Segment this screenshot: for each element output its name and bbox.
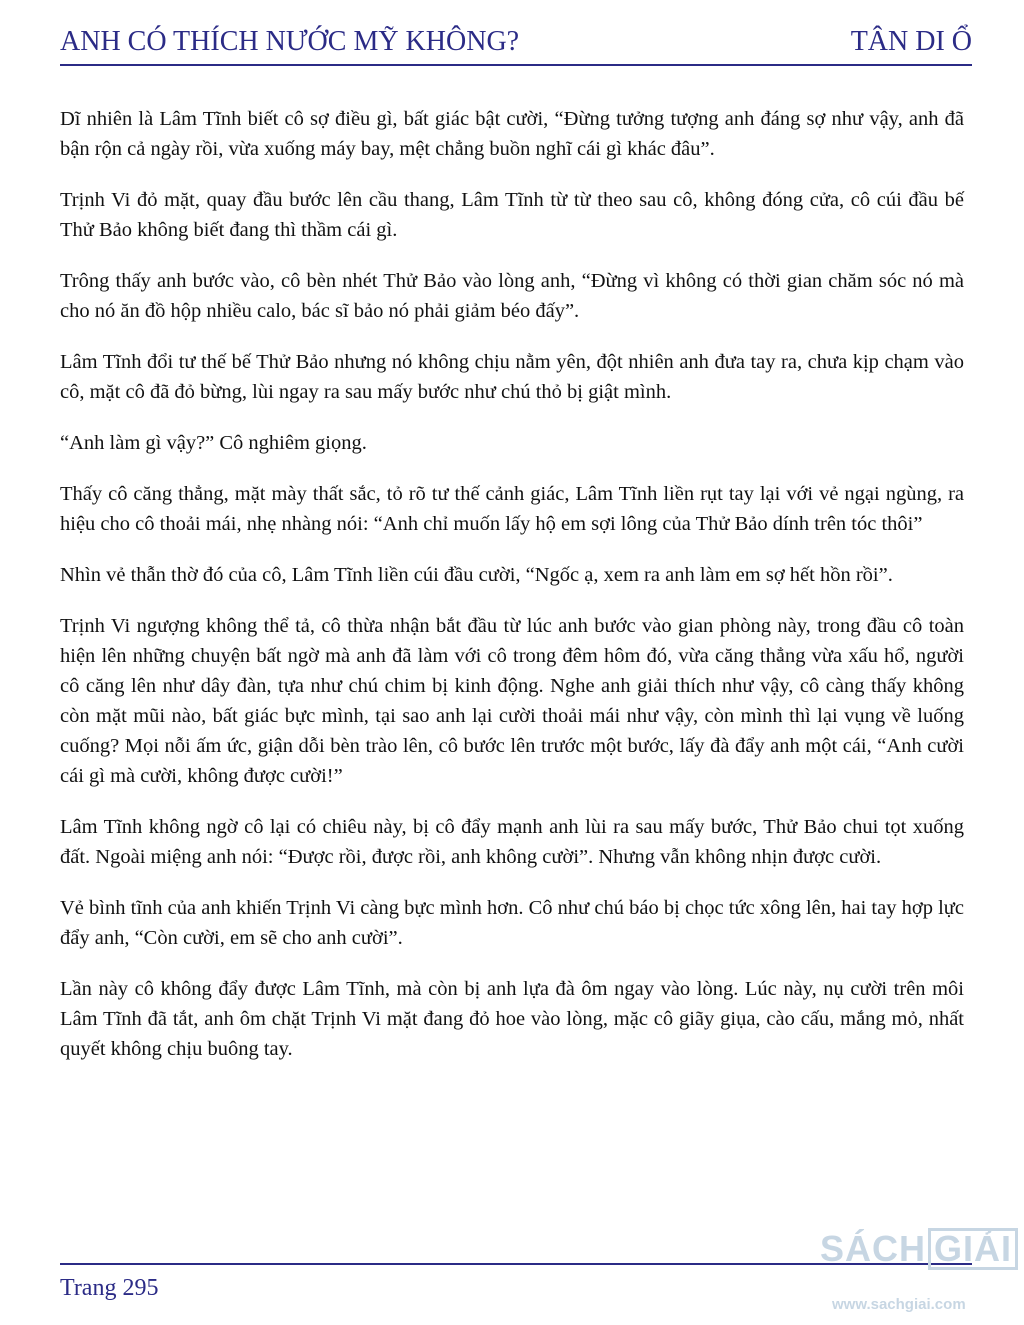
paragraph: Lâm Tĩnh đổi tư thế bế Thử Bảo nhưng nó không chịu nằm yên, đột nhiên anh đưa tay ra, chưa kịp chạm vào cô, mặt cô đã đỏ bừng, lùi ngay ra sau mấy bước như chú thỏ bị giật mình. — [60, 351, 964, 403]
paragraph: Trông thấy anh bước vào, cô bèn nhét Thử Bảo vào lòng anh, “Đừng vì không có thời gian chăm sóc nó mà cho nó ăn đồ hộp nhiều calo, bác sĩ bảo nó phải giảm béo đấy”. — [60, 270, 964, 322]
page-number: Trang 295 — [60, 1275, 159, 1301]
paragraph: Lần này cô không đẩy được Lâm Tĩnh, mà còn bị anh lựa đà ôm ngay vào lòng. Lúc này, nụ cười trên môi Lâm Tĩnh đã tắt, anh ôm chặt Trịnh Vi mặt đang đỏ hoe vào lòng, mặc cô giãy giụa, cào cấu, mắng mỏ, nhất quyết không chịu buông tay. — [60, 978, 964, 1060]
paragraph: Trịnh Vi đỏ mặt, quay đầu bước lên cầu thang, Lâm Tĩnh từ từ theo sau cô, không đóng cửa, cô cúi đầu bế Thử Bảo không biết đang thì thầm cái gì. — [60, 189, 964, 241]
author-name: TÂN DI Ổ — [850, 26, 972, 57]
watermark-url: www.sachgiai.com — [832, 1296, 966, 1313]
book-title: ANH CÓ THÍCH NƯỚC MỸ KHÔNG? — [60, 26, 520, 57]
watermark-logo-left: SÁCH — [820, 1228, 927, 1269]
watermark-logo — [820, 1228, 1018, 1270]
watermark-logo-right: GIẢI — [928, 1228, 1018, 1270]
paragraph: “Anh làm gì vậy?” Cô nghiêm giọng. — [60, 432, 367, 454]
paragraph: Nhìn vẻ thẫn thờ đó của cô, Lâm Tĩnh liền cúi đầu cười, “Ngốc ạ, xem ra anh làm em sợ hết hồn rồi”. — [60, 564, 893, 586]
paragraph: Vẻ bình tĩnh của anh khiến Trịnh Vi càng bực mình hơn. Cô như chú báo bị chọc tức xông lên, hai tay hợp lực đẩy anh, “Còn cười, em sẽ cho anh cười”. — [60, 897, 964, 949]
paragraph: Thấy cô căng thẳng, mặt mày thất sắc, tỏ rõ tư thế cảnh giác, Lâm Tĩnh liền rụt tay lại với vẻ ngại ngùng, ra hiệu cho cô thoải mái, nhẹ nhàng nói: “Anh chỉ muốn lấy hộ em sợi lông của Thử Bảo dính trên tóc thôi” — [60, 483, 964, 535]
paragraph: Lâm Tĩnh không ngờ cô lại có chiêu này, bị cô đẩy mạnh anh lùi ra sau mấy bước, Thử Bảo chui tọt xuống đất. Ngoài miệng anh nói: “Được rồi, được rồi, anh không cười”. Nhưng vẫn không nhịn được cười. — [60, 816, 964, 868]
body-text — [60, 104, 964, 1085]
paragraph: Dĩ nhiên là Lâm Tĩnh biết cô sợ điều gì, bất giác bật cười, “Đừng tưởng tượng anh đáng sợ như vậy, anh đã bận rộn cả ngày rồi, vừa xuống máy bay, mệt chẳng buồn nghĩ cái gì khác đâu”. — [60, 108, 964, 160]
paragraph: Trịnh Vi ngượng không thể tả, cô thừa nhận bắt đầu từ lúc anh bước vào gian phòng này, trong đầu cô toàn hiện lên những chuyện bất ngờ mà anh đã làm với cô trong đêm hôm đó, vừa căng thẳng vừa xấu hổ, người cô căng lên như dây đàn, tựa như chú chim bị kinh động. Nghe anh giải thích như vậy, cô càng thấy không còn mặt mũi nào, bất giác bực mình, tại sao anh lại cười thoải mái như vậy, còn mình thì lại vụng về luống cuống? Mọi nỗi ấm ức, giận dỗi bèn trào lên, cô bước lên trước một bước, lấy đà đẩy anh một cái, “Anh cười cái gì mà cười, không được cười!” — [60, 615, 964, 787]
page-header — [60, 18, 972, 66]
